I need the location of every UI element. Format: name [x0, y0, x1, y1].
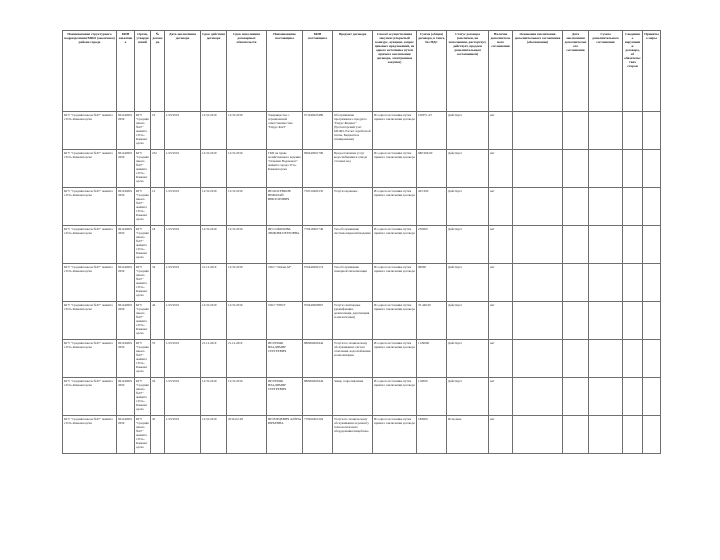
cell-sbin: 970440000174: [303, 264, 333, 302]
cell-term: 12/31/2019: [201, 416, 227, 454]
table-row: [63, 302, 661, 340]
cell-status: Действует: [447, 226, 489, 264]
cell-empty: [513, 112, 563, 150]
cell-sbin: 770418401749: [303, 226, 333, 264]
cell-add: нет: [489, 416, 513, 454]
cell-status: Действует: [447, 150, 489, 188]
cell-date: 1/25/2019: [165, 226, 201, 264]
cell-method: Из одного источника путем прямого заключения договора: [373, 378, 417, 416]
cell-status: Действует: [447, 188, 489, 226]
cell-no: 232: [151, 150, 165, 188]
cell-empty: [513, 264, 563, 302]
cell-exec: 2019-02-28: [227, 416, 267, 454]
cell-subject: Обслуживание программного продукта "Парус-Бюджет" (бухгалтерский учет МСФО, Расчет заработной платы, Бюджетное планирование): [333, 112, 373, 150]
cell-bin: 961240001 2659: [117, 112, 135, 150]
cell-org: КГУ "Средняя школа №67" акимата г.Усть-Каменогорска: [135, 112, 151, 150]
column-header: Способ осуществления закупки (открытый конкурс, аукцион, запрос ценовых предложений, из одного источника путем прямого заключения договора, электронные закупки): [373, 31, 417, 112]
cell-date: 1/25/2019: [165, 340, 201, 378]
cell-sum: 110000: [417, 378, 447, 416]
cell-add: нет: [489, 150, 513, 188]
cell-empty: [513, 302, 563, 340]
cell-empty: [563, 226, 589, 264]
cell-subject: Услуги по техническому обслуживанию и ремонту технологического оборудования пищеблока: [333, 416, 373, 454]
column-header: Предмет договора: [333, 31, 373, 112]
cell-status: Действует: [447, 340, 489, 378]
cell-term: 12/31/2019: [201, 188, 227, 226]
table-row: [63, 340, 661, 378]
cell-sum: 425 000: [417, 188, 447, 226]
table-row: [63, 416, 661, 454]
cell-empty: [513, 416, 563, 454]
column-header: Орган, утвердивший: [135, 31, 151, 112]
cell-bin: 961240001 2659: [117, 264, 135, 302]
cell-empty: [643, 150, 661, 188]
cell-add: нет: [489, 264, 513, 302]
cell-method: Из одного источника путем прямого заключения договора: [373, 340, 417, 378]
cell-date: 1/25/2019: [165, 416, 201, 454]
cell-method: Из одного источника путем прямого заключения договора: [373, 188, 417, 226]
cell-bin: 961240001 2659: [117, 340, 135, 378]
cell-supplier: ГКП на праве хозяйственного ведения "Оскемен Водоканал" акимата города Усть-Каменогорска: [267, 150, 303, 188]
cell-empty: [589, 226, 623, 264]
cell-method: Из одного источника путем прямого заключения договора: [373, 112, 417, 150]
column-header: Основание заключения дополнительного соглашения (обоснование): [513, 31, 563, 112]
cell-bin: 961240001 2659: [117, 378, 135, 416]
table-row: [63, 226, 661, 264]
column-header: Наличие дополнительного соглашения: [489, 31, 513, 112]
cell-customer: КГУ "Средняя школа №67" акимата г.Усть-Каменогорска: [63, 302, 117, 340]
cell-bin: 961240001 2659: [117, 226, 135, 264]
cell-org: КГУ "Средняя школа №67" акимата г.Усть-Каменогорска: [135, 150, 151, 188]
cell-no: 19: [151, 112, 165, 150]
cell-exec: 12/31/2019: [227, 378, 267, 416]
column-header: Принятые меры: [643, 31, 661, 112]
cell-empty: [623, 150, 643, 188]
cell-status: Действует: [447, 264, 489, 302]
cell-supplier: ТОО "Элмаш-М": [267, 264, 303, 302]
cell-add: нет: [489, 112, 513, 150]
cell-subject: Услуги охранные: [333, 188, 373, 226]
cell-empty: [563, 340, 589, 378]
cell-customer: КГУ "Средняя школа №67" акимата г.Усть-Каменогорска: [63, 150, 117, 188]
cell-term: 12/31/2019: [201, 302, 227, 340]
header-row: [63, 31, 661, 112]
cell-term: 12/31/2019: [201, 378, 227, 416]
cell-sum: 680 000.00: [417, 150, 447, 188]
cell-empty: [643, 378, 661, 416]
table-row: [63, 188, 661, 226]
cell-exec: 12/31/2019: [227, 150, 267, 188]
cell-empty: [643, 302, 661, 340]
cell-no: 56: [151, 378, 165, 416]
cell-date: 1/25/2019: [165, 302, 201, 340]
cell-sum: 186000: [417, 416, 447, 454]
cell-empty: [589, 150, 623, 188]
cell-term: 12/31/2019: [201, 226, 227, 264]
cell-subject: Тех.обслуживание пожарной сигнализации: [333, 264, 373, 302]
cell-term: 21.12.2019: [201, 264, 227, 302]
cell-empty: [589, 264, 623, 302]
cell-empty: [623, 416, 643, 454]
cell-empty: [589, 378, 623, 416]
cell-empty: [513, 378, 563, 416]
cell-exec: 21.12.2019: [227, 340, 267, 378]
cell-supplier: ИП РЕБЯК ВЛАДИМИР СЕРГЕЕВИЧ: [267, 378, 303, 416]
cell-sum: 230000: [417, 226, 447, 264]
cell-sbin: 071040023489: [303, 112, 333, 150]
cell-no: 44: [151, 302, 165, 340]
cell-empty: [623, 378, 643, 416]
cell-customer: КГУ "Средняя школа №67" акимата г.Усть-Каменогорска: [63, 378, 117, 416]
cell-no: 34: [151, 264, 165, 302]
cell-method: Из одного источника путем прямого заключения договора: [373, 226, 417, 264]
cell-term: 21.12.2019: [201, 340, 227, 378]
cell-method: Из одного источника путем прямого заключения договора: [373, 416, 417, 454]
cell-empty: [589, 416, 623, 454]
cell-date: 1/25/2019: [165, 112, 201, 150]
table-row: [63, 150, 661, 188]
cell-empty: [589, 340, 623, 378]
cell-supplier: ИП РЕБЯК ВЛАДИМИР СЕРГЕЕВИЧ: [267, 340, 303, 378]
cell-empty: [643, 188, 661, 226]
cell-org: КГУ "Средняя школа №67" акимата г.Усть-Каменогорска: [135, 340, 151, 378]
cell-sbin: 970440000867: [303, 302, 333, 340]
cell-customer: КГУ "Средняя школа №67" акимата г.Усть-Каменогорска: [63, 226, 117, 264]
cell-org: КГУ "Средняя школа №67" акимата г.Усть-Каменогорска: [135, 378, 151, 416]
cell-no: 12: [151, 188, 165, 226]
cell-empty: [589, 188, 623, 226]
cell-empty: [643, 264, 661, 302]
cell-subject: Услуги санитарные (дезинфекция, дезинсекция, дератизация и аналогичные): [333, 302, 373, 340]
table-row: [63, 378, 661, 416]
cell-add: нет: [489, 226, 513, 264]
column-header: БИН заказчика: [117, 31, 135, 112]
cell-subject: Замер сопротивления: [333, 378, 373, 416]
cell-customer: КГУ "Средняя школа №67" акимата г.Усть-Каменогорска: [63, 264, 117, 302]
cell-exec: 12/31/2019: [227, 188, 267, 226]
cell-add: нет: [489, 378, 513, 416]
column-header: № договора: [151, 31, 165, 112]
cell-empty: [513, 150, 563, 188]
cell-customer: КГУ "Средняя школа №67" акимата г.Усть-Каменогорска: [63, 188, 117, 226]
cell-bin: 961240001 2659: [117, 188, 135, 226]
cell-add: нет: [489, 340, 513, 378]
column-header: Дата заключения дополнительного соглашения: [563, 31, 589, 112]
contracts-table: [62, 30, 661, 454]
cell-add: нет: [489, 302, 513, 340]
column-header: Дата заключения договора: [165, 31, 201, 112]
cell-sbin: 880906000444: [303, 340, 333, 378]
column-header: Срок исполнения договорных обязательств: [227, 31, 267, 112]
cell-empty: [563, 112, 589, 150]
cell-supplier: Товарищество с ограниченной ответственностью "Парус-КАЗ": [267, 112, 303, 150]
cell-sum: 1129000: [417, 340, 447, 378]
cell-supplier: ИП ЮРЦЕВИЧ АЛЁНА ЮРЬЕВНА: [267, 416, 303, 454]
cell-sum: 99000: [417, 264, 447, 302]
cell-empty: [589, 112, 623, 150]
column-header: Статус договора (заключен, на исполнении, расторгнут, действует, продлен дополнительным соглашением): [447, 31, 489, 112]
column-header: Сумма (общая) договора, в тенге, без НДС: [417, 31, 447, 112]
cell-empty: [623, 340, 643, 378]
cell-term: 12/31/2019: [201, 150, 227, 188]
cell-exec: 12/31/2019: [227, 302, 267, 340]
cell-empty: [513, 226, 563, 264]
cell-customer: КГУ "Средняя школа №67" акимата г.Усть-Каменогорска: [63, 112, 117, 150]
cell-empty: [563, 150, 589, 188]
cell-empty: [563, 416, 589, 454]
cell-status: Исполнен: [447, 416, 489, 454]
cell-empty: [513, 340, 563, 378]
cell-org: КГУ "Средняя школа №67" акимата г.Усть-Каменогорска: [135, 188, 151, 226]
cell-sum: 35 440.00: [417, 302, 447, 340]
cell-exec: 12/31/2019: [227, 264, 267, 302]
cell-sbin: 750510400135: [303, 188, 333, 226]
cell-org: КГУ "Средняя школа №67" акимата г.Усть-Каменогорска: [135, 416, 151, 454]
cell-empty: [623, 264, 643, 302]
cell-term: 12/31/2019: [201, 112, 227, 150]
cell-sum: 100071.43: [417, 112, 447, 150]
cell-empty: [623, 302, 643, 340]
cell-empty: [623, 188, 643, 226]
cell-org: КГУ "Средняя школа №67" акимата г.Усть-Каменогорска: [135, 302, 151, 340]
cell-date: 1/25/2019: [165, 188, 201, 226]
cell-customer: КГУ "Средняя школа №67" акимата г.Усть-Каменогорска: [63, 340, 117, 378]
cell-date: 1/25/2019: [165, 150, 201, 188]
cell-org: КГУ "Средняя школа №67" акимата г.Усть-Каменогорска: [135, 264, 151, 302]
cell-empty: [643, 340, 661, 378]
cell-method: Из одного источника путем прямого заключения договора: [373, 150, 417, 188]
cell-no: 45: [151, 416, 165, 454]
cell-method: Из одного источника путем прямого заключения договора: [373, 264, 417, 302]
column-header: Наименование поставщика: [267, 31, 303, 112]
cell-status: Действует: [447, 378, 489, 416]
column-header: БИН поставщика: [303, 31, 333, 112]
cell-empty: [623, 112, 643, 150]
cell-sbin: 880906000444: [303, 378, 333, 416]
cell-empty: [563, 188, 589, 226]
cell-empty: [623, 226, 643, 264]
cell-add: нет: [489, 188, 513, 226]
cell-empty: [563, 378, 589, 416]
cell-subject: Предоставление услуг водоснабжения и отвода сточных вод: [333, 150, 373, 188]
column-header: Наименование структурного подразделения/МИО (заказчика) района города: [63, 31, 117, 112]
cell-empty: [563, 302, 589, 340]
cell-sbin: 770920401204: [303, 416, 333, 454]
cell-date: 1/25/2019: [165, 378, 201, 416]
cell-sbin: 990440001709: [303, 150, 333, 188]
column-header: Сведения о нарушении договора, об обязательствах сторон: [623, 31, 643, 112]
cell-exec: 12/31/2019: [227, 226, 267, 264]
cell-no: 55: [151, 340, 165, 378]
cell-subject: Тех.обслуживание системы видеонаблюдения: [333, 226, 373, 264]
column-header: Срок действия договора: [201, 31, 227, 112]
cell-empty: [643, 416, 661, 454]
cell-exec: 12/31/2019: [227, 112, 267, 150]
cell-empty: [513, 188, 563, 226]
cell-customer: КГУ "Средняя школа №67" акимата г.Усть-Каменогорска: [63, 416, 117, 454]
cell-method: Из одного источника путем прямого заключения договора: [373, 302, 417, 340]
cell-no: 18: [151, 226, 165, 264]
cell-bin: 961240001 2659: [117, 302, 135, 340]
cell-subject: Услуги по техническому обслуживанию систем отопления, водоснабжения и канализации: [333, 340, 373, 378]
cell-status: Действует: [447, 302, 489, 340]
cell-bin: 961240001 2659: [117, 150, 135, 188]
cell-supplier: ИП КОСЕНКОВ НИКОЛАЙ ВИКТОРОВИЧ: [267, 188, 303, 226]
cell-empty: [643, 112, 661, 150]
cell-org: КГУ "Средняя школа №67" акимата г.Усть-Каменогорска: [135, 226, 151, 264]
cell-supplier: ТОО "ГЕРО": [267, 302, 303, 340]
cell-empty: [563, 264, 589, 302]
cell-bin: 961240001 2659: [117, 416, 135, 454]
document-sheet: [62, 30, 660, 520]
table-row: [63, 264, 661, 302]
cell-empty: [643, 226, 661, 264]
column-header: Сумма дополнительного соглашения: [589, 31, 623, 112]
cell-supplier: ИП СОКОЛОВА ЛЮБОВЬ ПЕТРОВНА: [267, 226, 303, 264]
cell-date: 1/25/2019: [165, 264, 201, 302]
table-row: [63, 112, 661, 150]
cell-status: Действует: [447, 112, 489, 150]
cell-empty: [589, 302, 623, 340]
